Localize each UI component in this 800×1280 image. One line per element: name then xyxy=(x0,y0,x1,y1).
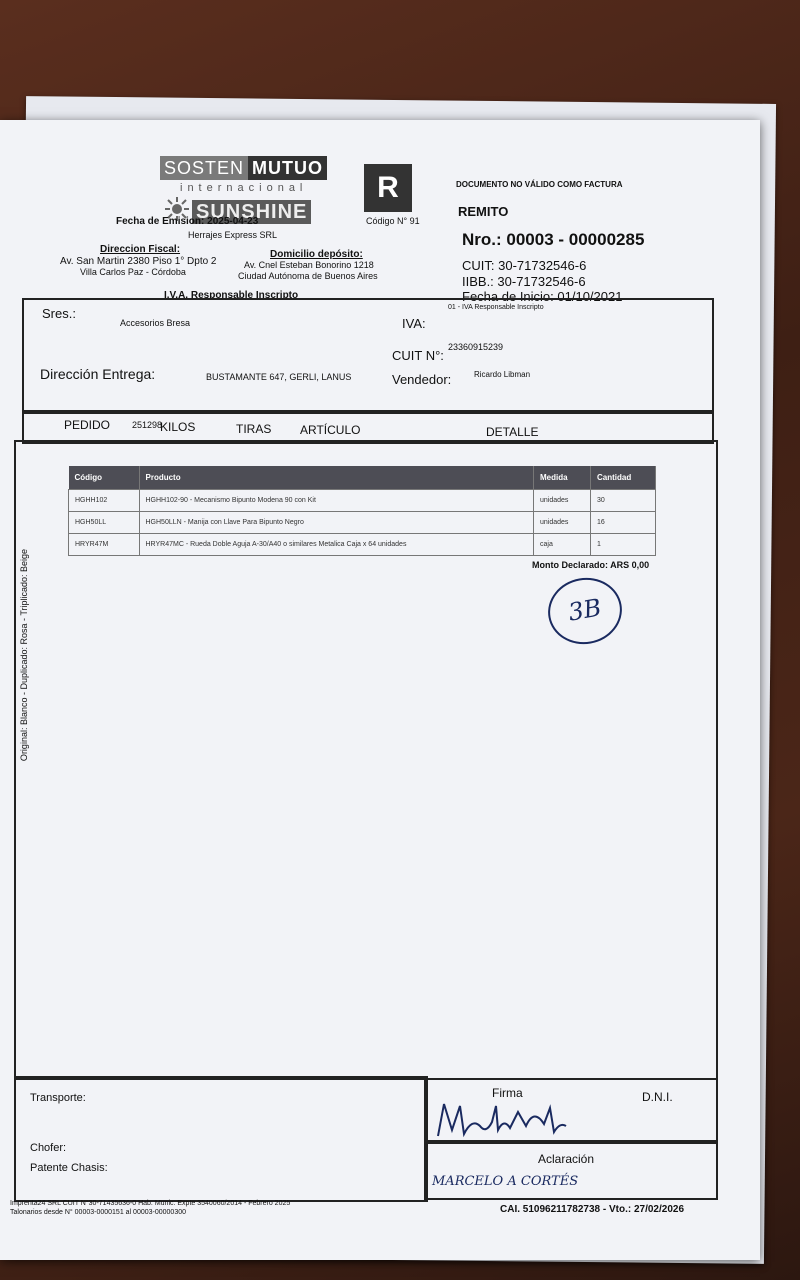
monto-declarado: Monto Declarado: ARS 0,00 xyxy=(532,560,650,570)
order-header-bar xyxy=(22,410,714,444)
direccion-entrega: BUSTAMANTE 647, GERLI, LANUS xyxy=(206,372,352,382)
direccion-fiscal-line1: Av. San Martin 2380 Piso 1° Dpto 2 xyxy=(60,256,217,267)
fecha-inicio: Fecha de Inicio: 01/10/2021 xyxy=(462,289,623,304)
codigo-number: Código N° 91 xyxy=(366,216,420,226)
column-header-producto: Producto xyxy=(139,466,534,490)
cell-codigo: HRYR47M xyxy=(69,534,140,556)
patente-label: Patente Chasis: xyxy=(30,1162,108,1174)
aclaracion-label: Aclaración xyxy=(538,1152,595,1166)
cell-codigo: HGH50LL xyxy=(69,512,140,534)
cell-codigo: HGHH102 xyxy=(69,490,140,512)
deposito-line2: Ciudad Autónoma de Buenos Aires xyxy=(238,271,378,281)
direccion-entrega-label: Dirección Entrega: xyxy=(40,366,156,382)
client-info-box xyxy=(22,298,714,414)
fecha-emision: Fecha de Emision: 2025-04-23 xyxy=(116,216,259,227)
dni-label: D.N.I. xyxy=(642,1090,673,1104)
iva-responsable-small: 01 - IVA Responsable Inscripto xyxy=(448,304,544,311)
table-row xyxy=(69,490,656,512)
handwritten-signature xyxy=(434,1096,574,1142)
column-header-cantidad: Cantidad xyxy=(591,466,656,490)
detalle-header: DETALLE xyxy=(486,425,539,439)
aclaracion-box xyxy=(424,1140,718,1200)
cell-producto: HRYR47MC - Rueda Doble Aguja A-30/A40 o similares Metalica Caja x 64 unidades xyxy=(139,534,534,556)
copy-colors-note: Original: Blanco - Duplicado: Rosa - Triplicado: Beige xyxy=(19,548,29,762)
company-name: Herrajes Express SRL xyxy=(188,230,278,240)
sres-label: Sres.: xyxy=(42,306,76,321)
pedido-label: PEDIDO xyxy=(64,418,111,432)
cell-medida: unidades xyxy=(534,512,591,534)
sosten-mutuo-logo: SOSTEN MUTUO xyxy=(160,156,327,180)
handwritten-circle-annotation: 3B xyxy=(543,572,627,650)
vendedor-name: Ricardo Libman xyxy=(474,370,531,379)
imprenta-line2: Talonarios desde N° 00003-0000151 al 00003-00000300 xyxy=(10,1209,186,1216)
document-type-letter: R xyxy=(364,164,412,212)
client-cuit: 23360915239 xyxy=(448,342,504,352)
tiras-header: TIRAS xyxy=(236,422,272,436)
iva-responsable-label: I.V.A. Responsable Inscripto xyxy=(164,290,299,301)
pedido-number: 251298 xyxy=(132,420,163,430)
iva-label: IVA: xyxy=(402,316,426,331)
articulo-header: ARTÍCULO xyxy=(300,423,361,437)
items-table-wrapper xyxy=(68,466,656,556)
internacional-logo-text: internacional xyxy=(180,182,308,194)
deposito-line1: Av. Cnel Esteban Bonorino 1218 xyxy=(244,260,374,270)
cell-producto: HGH50LLN - Manija con Llave Para Bipunto Negro xyxy=(139,512,534,534)
imprenta-line1: Imprenta24 SRL CUIT N°30-71435636-0 Hab. Munic. Expte 3540060/2014 - Febrero 2025 xyxy=(10,1200,291,1207)
cell-producto: HGHH102-90 - Mecanismo Bipunto Modena 90 con Kit xyxy=(139,490,534,512)
cuit-label: CUIT N°: xyxy=(392,348,444,363)
vendedor-label: Vendedor: xyxy=(392,372,452,387)
remito-document xyxy=(0,120,760,1260)
cell-medida: caja xyxy=(534,534,591,556)
kilos-header: KILOS xyxy=(160,420,196,434)
company-iibb: IIBB.: 30-71732546-6 xyxy=(462,274,586,289)
no-valido-notice: DOCUMENTO NO VÁLIDO COMO FACTURA xyxy=(456,180,623,189)
cell-cantidad: 1 xyxy=(591,534,656,556)
cell-cantidad: 30 xyxy=(591,490,656,512)
deposito-label: Domicilio depósito: xyxy=(270,249,363,260)
column-header-codigo: Código xyxy=(69,466,140,490)
aclaracion-handwritten-name: MARCELO A CORTÉS xyxy=(432,1174,579,1189)
firma-label: Firma xyxy=(492,1086,523,1100)
cai-number: CAI. 51096211782738 - Vto.: 27/02/2026 xyxy=(500,1204,685,1215)
transporte-label: Transporte: xyxy=(30,1092,86,1104)
direccion-fiscal-line2: Villa Carlos Paz - Córdoba xyxy=(80,267,186,277)
direccion-fiscal-label: Direccion Fiscal: xyxy=(100,244,181,255)
table-row xyxy=(69,534,656,556)
company-cuit: CUIT: 30-71732546-6 xyxy=(462,258,587,273)
sunshine-logo: SUNSHINE xyxy=(192,200,311,224)
column-header-medida: Medida xyxy=(534,466,591,490)
chofer-label: Chofer: xyxy=(30,1142,67,1154)
client-name: Accesorios Bresa xyxy=(120,318,191,328)
cell-medida: unidades xyxy=(534,490,591,512)
cell-cantidad: 16 xyxy=(591,512,656,534)
table-row xyxy=(69,512,656,534)
remito-number: Nro.: 00003 - 00000285 xyxy=(462,230,645,249)
remito-title: REMITO xyxy=(458,204,509,219)
items-table xyxy=(68,466,656,556)
